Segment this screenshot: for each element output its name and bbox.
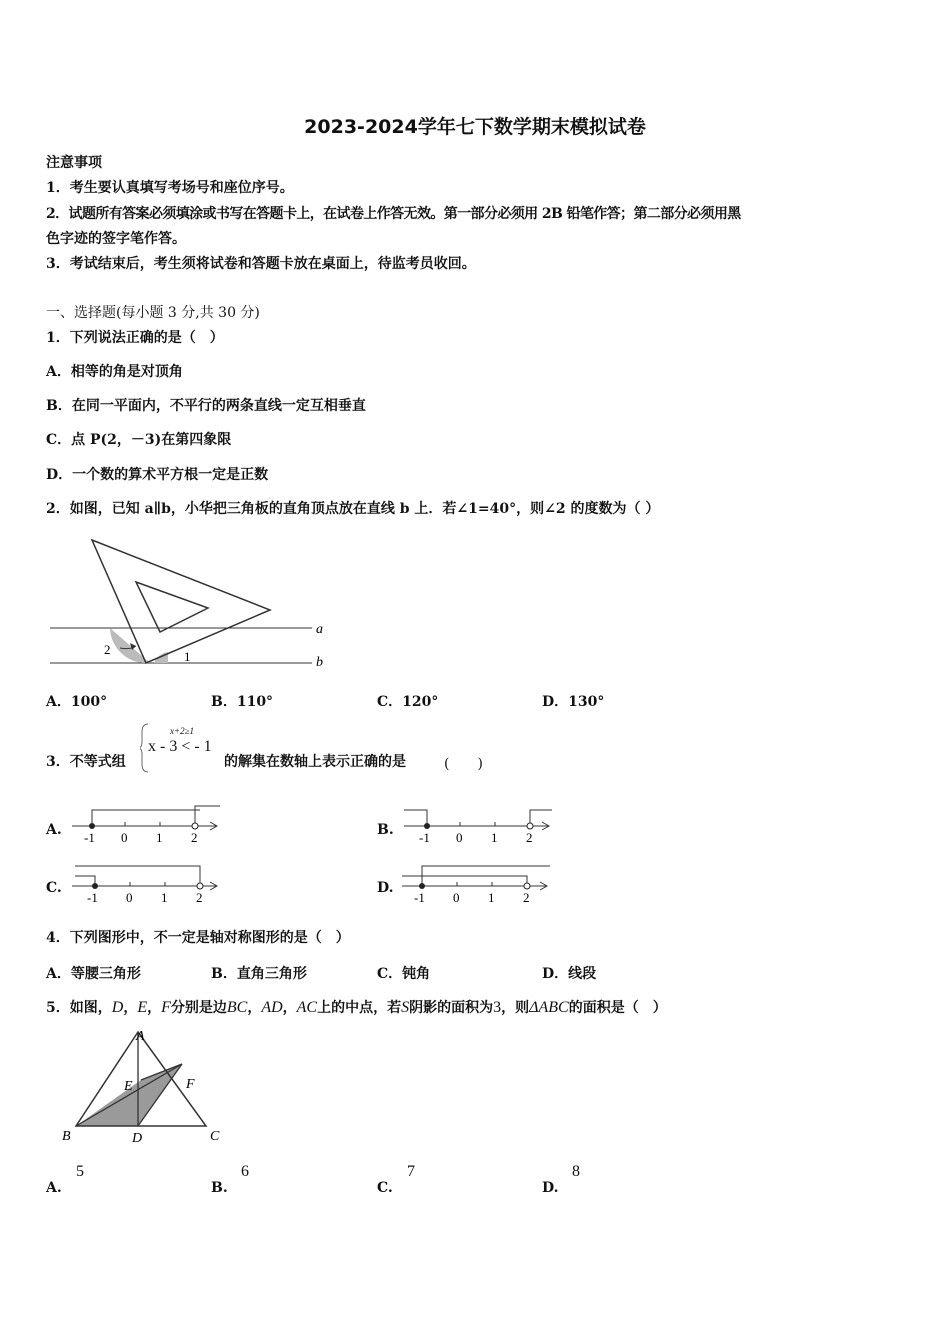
q2-option-a: A．100° [46,694,108,710]
q3-option-c-label: C. [46,880,62,896]
q5-stem-prefix: 5．如图， [46,1000,112,1016]
q5-point-d: D [111,999,124,1016]
q3-stem-prefix: 3．不等式组 [46,754,126,770]
q5-value-3: 3 [493,999,502,1016]
tick-label: 0 [453,890,460,905]
q4-option-a: A．等腰三角形 [46,966,141,982]
q5-label-e: E [124,1079,133,1094]
q3-answer-paren: ( ) [444,756,483,772]
q5-stem-mid3: 阴影的面积为 [409,1000,494,1016]
q1-option-b: B．在同一平面内，不平行的两条直线一定互相垂直 [46,398,366,414]
q3-option-b-numberline [402,802,562,846]
q4-stem: 4．下列图形中，不一定是轴对称图形的是（ ） [46,930,350,946]
notice-item-2: 2．试题所有答案必须填涂或书写在答题卡上，在试卷上作答无效。第一部分必须用 2B 铅笔作答；第二部分必须用黑 [46,206,741,222]
q5-sep: ， [282,1000,297,1016]
notice-heading: 注意事项 [46,155,102,171]
q5-stem-mid1: 分别是边 [170,1000,227,1016]
q5-option-a-value: 5 [76,1163,84,1180]
q1-option-c: C．点 P(2，－3)在第四象限 [46,432,232,448]
tick-label: 2 [196,890,203,905]
tick-label: 2 [523,890,530,905]
q5-triangle-figure [56,1026,236,1150]
tick-label: -1 [87,890,98,905]
tick-label: 0 [456,830,463,845]
q5-symbol-s: S [401,999,410,1016]
tick-label: 2 [526,830,533,845]
tick-label: 1 [491,830,498,845]
tick-label: 0 [121,830,128,845]
q3-option-d-numberline [400,858,560,906]
q4-option-c: C．钝角 [377,966,431,982]
q3-system-line2: x - 3 < - 1 [148,738,212,755]
notice-item-3: 3．考试结束后，考生须将试卷和答题卡放在桌面上，待监考员收回。 [46,256,476,272]
q3-system-line1: x+2≥1 [170,726,195,736]
q5-option-a-label: A. [46,1180,62,1196]
q2-line-b-label: b [316,655,323,670]
q2-option-c: C．120° [377,694,439,710]
q5-option-d-label: D. [542,1180,559,1196]
q5-option-c-label: C. [377,1180,393,1196]
q1-option-d: D．一个数的算术平方根一定是正数 [46,467,269,483]
notice-item-1: 1．考生要认真填写考场号和座位序号。 [46,180,294,196]
q5-label-b: B [62,1129,71,1144]
q5-label-d: D [132,1131,143,1146]
q5-segment-ad: AD [261,999,283,1016]
q3-option-a-numberline [70,802,230,846]
q5-stem-suffix: 的面积是（ ） [568,1000,667,1016]
q5-point-f: F [161,999,171,1016]
q1-option-a: A．相等的角是对顶角 [46,364,183,380]
q5-sep: ， [247,1000,262,1016]
q5-sep: ， [123,1000,138,1016]
q2-angle1-label: 1 [184,649,191,664]
q3-option-d-label: D. [377,880,394,896]
q5-stem-mid2: 上的中点，若 [317,1000,402,1016]
q3-option-b-label: B. [377,822,394,838]
q3-option-a-label: A. [46,822,62,838]
q5-triangle-abc: ΔABC [529,999,569,1016]
tick-label: 0 [126,890,133,905]
q4-option-d: D．线段 [542,966,597,982]
tick-label: -1 [414,890,425,905]
tick-label: 2 [191,830,198,845]
q5-label-c: C [210,1129,220,1144]
q3-option-c-numberline [70,858,230,906]
q2-angle2-label: 2 [104,642,111,657]
q2-option-b: B．110° [211,694,274,710]
q5-segment-ac: AC [296,999,318,1016]
q2-triangle-figure [46,530,346,680]
q1-stem: 1．下列说法正确的是（ ） [46,330,224,346]
q2-option-d: D．130° [542,694,605,710]
q5-segment-bc: BC [226,999,248,1016]
notice-item-2-cont: 色字迹的签字笔作答。 [46,231,186,247]
tick-label: -1 [84,830,95,845]
q2-stem: 2．如图，已知 a∥b，小华把三角板的直角顶点放在直线 b 上．若∠1=40°，则∠2 的度数为（ ） [46,501,660,517]
q4-option-b: B．直角三角形 [211,966,307,982]
tick-label: 1 [488,890,495,905]
section-heading: 一、选择题(每小题 3 分,共 30 分) [46,305,260,321]
q3-stem-suffix: 的解集在数轴上表示正确的是 [224,754,406,770]
q5-label-f: F [186,1077,195,1092]
q5-option-c-value: 7 [407,1163,415,1180]
tick-label: 1 [161,890,168,905]
q5-point-e: E [137,999,148,1016]
q5-option-d-value: 8 [572,1163,580,1180]
q2-line-a-label: a [316,622,323,637]
q5-option-b-label: B. [211,1180,228,1196]
tick-label: 1 [156,830,163,845]
q5-option-b-value: 6 [241,1163,249,1180]
page-title: 2023-2024学年七下数学期末模拟试卷 [304,116,646,138]
q5-sep: ， [147,1000,162,1016]
q5-stem-mid4: ，则 [501,1000,530,1016]
q5-label-a: A [136,1029,145,1044]
tick-label: -1 [419,830,430,845]
